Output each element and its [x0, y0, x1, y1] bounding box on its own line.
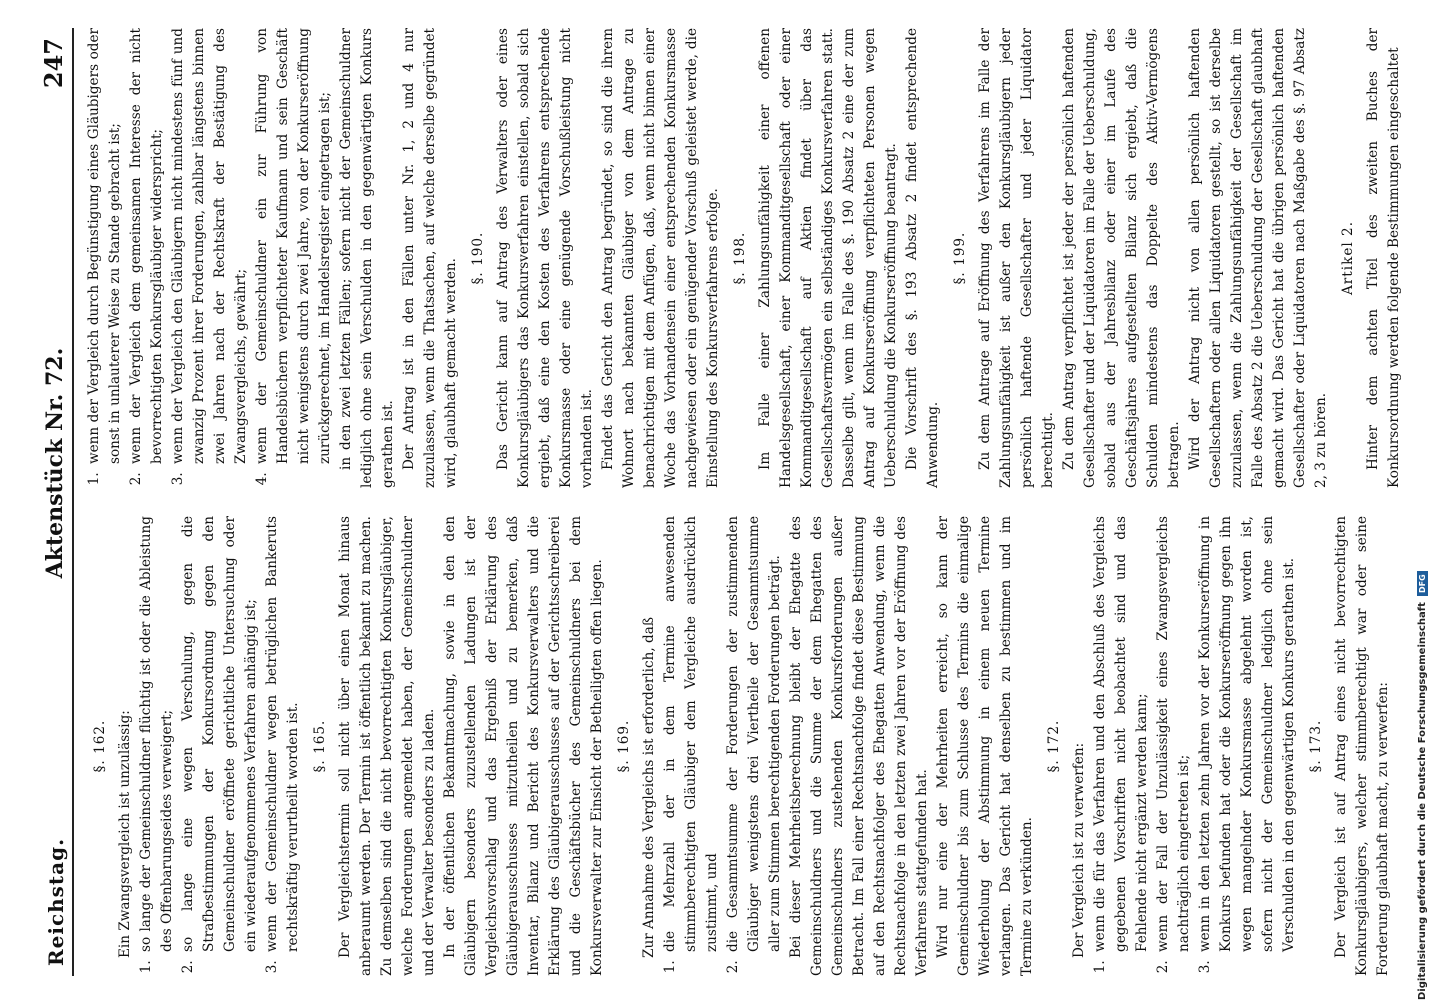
section-heading: §. 169.	[616, 719, 632, 773]
paragraph: Zu dem Antrage auf Eröffnung des Verfahrens im Falle der Zahlungsunfähigkeit ist außer den Konkursgläubigern jeder persönlich haftende Gesellschafter und jeder Liquidator berechtigt.	[977, 28, 1056, 488]
numbered-list	[84, 28, 336, 488]
section-heading: §. 165.	[312, 719, 328, 773]
header-title: Aktenstück Nr.	[42, 393, 68, 579]
article-heading: Artikel 2.	[1340, 220, 1356, 296]
section-heading: §. 199.	[952, 231, 968, 285]
list-item: 1. wenn die für das Verfahren und den Abschluß des Vergleichs gegebenen Vorschriften nicht beobachtet sind und das Fehlende nicht ergänzt werden kann;	[1090, 516, 1153, 956]
header-number: 72.	[42, 347, 68, 386]
paragraph: Die Vorschrift des §. 193 Absatz 2 findet entsprechende Anwendung.	[904, 28, 941, 488]
right-column	[84, 28, 1405, 488]
header-center	[42, 348, 68, 579]
page-number: 247	[39, 38, 68, 89]
section-heading: §. 190.	[470, 231, 486, 285]
dfg-logo-icon: DFG	[1417, 571, 1428, 596]
header-left: Reichstag.	[44, 837, 68, 966]
paragraph: In der öffentlichen Bekanntmachung, sowie in den den Gläubigern besonders zuzustellenden Ladungen ist der Vergleichsvorschlag und das Ergebniß der Erklärung des Gläubigerausschusses mitzutheilen und zu bemerken, daß Inventar, Bilanz und Bericht des Konkursverwalters und die Erklärung des Gläubigerausschusses auf der Gerichtsschreiberei und die Geschäftsbücher des Gemeinschuldners bei dem Konkursverwalter zur Einsicht der Betheiligten offen liegen.	[442, 516, 605, 976]
list-item: 3. wenn in den letzten zehn Jahren vor der Konkurseröffnung in Konkurs befunden hat oder die Konkurseröffnung gegen ihn wegen mangelnder Konkursmasse abgelehnt worden ist, sofern nicht der Gemeinschuldner lediglich ohne sein Verschulden in den gegenwärtigen Konkurs gerathen ist.	[1195, 516, 1300, 956]
paragraph: Der Vergleich ist auf Antrag eines nicht bevorrechtigten Konkursgläubigers, welcher stimmberechtigt war oder seine Forderung glaubhaft macht, zu verwerfen:	[1333, 516, 1391, 976]
paragraph: Zur Annahme des Vergleichs ist erforderlich, daß	[641, 617, 657, 958]
paragraph: Hinter dem achten Titel des zweiten Buches der Konkursordnung werden folgende Bestimmungen eingeschaltet	[1365, 28, 1402, 488]
section-heading: §. 162.	[92, 719, 108, 773]
list-item: 1. so lange der Gemeinschuldner flüchtig ist oder die Ableistung des Offenbarungseides verweigert;	[136, 516, 178, 956]
section-heading: §. 172.	[1046, 719, 1062, 773]
numbered-list	[660, 516, 786, 976]
page-header	[30, 28, 74, 976]
paragraph: Findet das Gericht den Antrag begründet, so sind die ihrem Wohnort nach bekannten Gläubiger von dem Antrage zu benachrichtigen mit dem Anfügen, daß, wenn nicht binnen einer Woche das Vorhandensein einer entsprechenden Konkursmasse nachgewiesen oder ein genügender Vorschuß geleistet werde, die Einstellung des Konkursverfahrens erfolge.	[600, 28, 721, 488]
text-columns	[84, 28, 1405, 976]
paragraph: Ein Zwangsvergleich ist unzulässig:	[117, 710, 133, 958]
numbered-list	[136, 516, 304, 976]
paragraph: Der Vergleich ist zu verwerfen:	[1071, 742, 1087, 958]
section-heading: §. 173.	[1308, 719, 1324, 773]
paragraph: Wird der Antrag nicht von allen persönlich haftenden Gesellschaftern oder allen Liquidatoren gestellt, so ist derselbe zuzulassen, wenn die Zahlungsunfähigkeit der Gesellschaft im Falle des Absatz 2 die Ueberschuldung der Gesellschaft glaubhaft gemacht wird. Das Gericht hat die übrigen persönlich haftenden Gesellschafter oder Liquidatoren nach Maßgabe des §. 97 Absatz 2, 3 zu hören.	[1187, 28, 1329, 488]
credit-text: Digitalisierung gefördert durch die Deutsche Forschungsgemeinschaft	[1417, 602, 1428, 1000]
list-item: 1. wenn der Vergleich durch Begünstigung eines Gläubigers oder sonst in unlauterer Weise zu Stande gebracht ist;	[84, 28, 126, 468]
list-item: 3. wenn der Gemeinschuldner wegen betrüglichen Bankeruts rechtskräftig verurtheilt worden ist.	[262, 516, 304, 956]
paragraph: Zu dem Antrag verpflichtet ist jeder der persönlich haftenden Gesellschafter und der Liquidatoren im Falle der Ueberschuldung, sobald aus der Jahresbilanz oder einer im Laufe des Geschäftsjahres aufgestellten Bilanz sich ergiebt, daß die Schulden mindestens das Doppelte des Aktiv-Vermögens betragen.	[1061, 27, 1182, 488]
paragraph: Der Antrag ist in den Fällen unter Nr. 1, 2 und 4 nur zuzulassen, wenn die Thatsachen, auf welche derselbe gegründet wird, glaubhaft gemacht werden.	[401, 28, 459, 488]
list-item: 2. wenn der Fall der Unzulässigkeit eines Zwangsvergleichs nachträglich eingetreten ist;	[1153, 516, 1195, 956]
list-item: 1. die Mehrzahl der in dem Termine anwesenden stimmberechtigten Gläubiger dem Vergleiche ausdrücklich zustimmt, und	[660, 516, 723, 956]
paragraph: in den zwei letzten Fällen; sofern nicht der Gemeinschuldner lediglich ohne sein Verschulden in den gegenwärtigen Konkurs gerathen ist.	[338, 28, 396, 488]
numbered-list	[1090, 516, 1300, 976]
paragraph: Das Gericht kann auf Antrag des Verwalters oder eines Konkursgläubigers das Konkursverfahren einstellen, sobald sich ergiebt, daß eine den Kosten des Verfahrens entsprechende Konkursmasse oder eine genügende Vorschußleistung nicht vorhanden ist.	[495, 28, 595, 488]
list-item: 2. wenn der Vergleich dem gemeinsamen Interesse der nicht bevorrechtigten Konkursgläubiger widerspricht;	[126, 28, 168, 468]
list-item: 3. wenn der Vergleich den Gläubigern nicht mindestens fünf und zwanzig Prozent ihrer Forderungen, zahlbar längstens binnen zwei Jahren nach der Rechtskraft der Bestätigung des Zwangsvergleichs, gewährt;	[168, 28, 252, 468]
list-item: 4. wenn der Gemeinschuldner ein zur Führung von Handelsbüchern verpflichteter Kaufmann und sein Geschäft nicht wenigstens durch zwei Jahre, von der Konkurseröffnung zurückgerechnet, im Handelsregister eingetragen ist;	[252, 28, 336, 468]
paragraph: Der Vergleichstermin soll nicht über einen Monat hinaus anberaumt werden. Der Termin ist öffentlich bekannt zu machen. Zu demselben sind die nicht bevorrechtigten Konkursgläubiger, welche Forderungen angemeldet haben, der Gemeinschuldner und der Verwalter besonders zu laden.	[337, 516, 437, 976]
paragraph: Bei dieser Mehrheitsberechnung bleibt der Ehegatte des Gemeinschuldners und die Summe der dem Ehegatten des Gemeinschuldners zustehenden Konkursforderungen außer Betracht. Im Fall einer Rechtsnachfolge findet diese Bestimmung auf den Rechtsnachfolger des Ehegatten Anwendung, wenn die Rechtsnachfolge in den letzten zwei Jahren vor der Eröffnung des Verfahrens stattgefunden hat.	[788, 516, 930, 976]
digitization-credit	[1417, 40, 1428, 1000]
paragraph: Wird nur eine der Mehrheiten erreicht, so kann der Gemeinschuldner bis zum Schlusse des Termins die einmalige Wiederholung der Abstimmung in einem neuen Termine verlangen. Das Gericht hat denselben zu bestimmen und im Termine zu verkünden.	[935, 516, 1035, 976]
left-column	[84, 516, 1405, 976]
section-heading: §. 198.	[732, 231, 748, 285]
paragraph: Im Falle einer Zahlungsunfähigkeit einer offenen Handelsgesellschaft, einer Kommanditgesellschaft oder einer Kommanditgesellschaft auf Aktien findet über das Gesellschaftsvermögen ein selbständiges Konkursverfahren statt. Dasselbe gilt, wenn im Falle des §. 190 Absatz 2 eine der zum Antrag auf Konkurseröffnung verpflichteten Personen wegen Ueberschuldung die Konkurseröffnung beantragt.	[757, 28, 899, 488]
list-item: 2. so lange eine wegen Verschulung, gegen die Strafbestimmungen der Konkursordnung gegen den Gemeinschuldner eröffnete gerichtliche Untersuchung oder ein wiederaufgenommenes Verfahren anhängig ist;	[178, 516, 262, 956]
list-item: 2. die Gesammtsumme der Forderungen der zustimmenden Gläubiger wenigstens drei Viertheile der Gesammtsumme aller zum Stimmen berechtigenden Forderungen beträgt.	[723, 516, 786, 956]
